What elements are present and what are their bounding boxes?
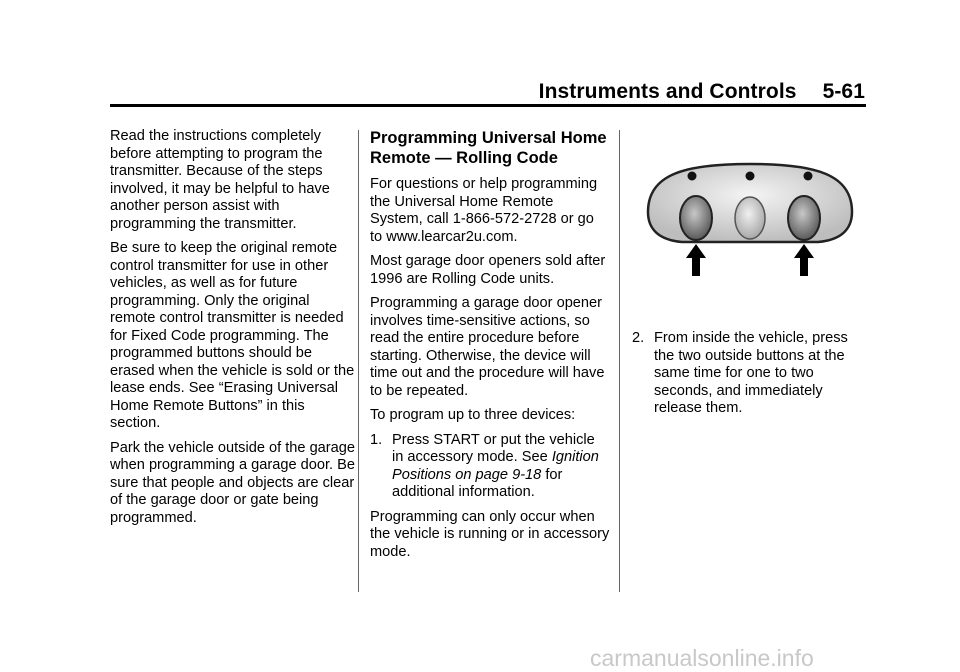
watermark: carmanualsonline.info [590,645,814,671]
universal-home-remote-buttons-icon [640,160,860,278]
paragraph: Most garage door openers sold after 1996 are Rolling Code units. [370,253,606,287]
column-divider [619,130,620,592]
paragraph: For questions or help programming the Universal Home Remote System, call 1-866-572-2728 or go to www.learcar2u.com. [370,176,598,245]
section-heading: Programming Universal Home Remote — Rolling Code [370,129,607,167]
step-text: From inside the vehicle, press the two outside buttons at the same time for one to two seconds, and immediately release them. [654,330,848,416]
page-header [539,80,865,104]
right-button-icon [788,196,820,240]
indicator-light-icon [804,172,813,181]
paragraph: Programming a garage door opener involves time-sensitive actions, so read the entire procedure before starting. Otherwise, the device will time out and the procedure will have to be repeated. [370,295,605,399]
column-3 [632,330,862,418]
paragraph: Park the vehicle outside of the garage when programming a garage door. Be sure that people and objects are clear of the garage door or gate being programmed. [110,439,356,526]
paragraph: To program up to three devices: [370,407,576,423]
step-text: for additional information. [392,466,563,500]
column-divider [358,130,359,592]
step-number: 1. [370,431,383,448]
arrow-up-icon [686,244,706,276]
indicator-light-icon [746,172,755,181]
arrow-up-icon [794,244,814,276]
left-button-icon [680,196,712,240]
page-number: 5-61 [822,80,865,103]
column-1 [110,128,355,534]
step-1 [370,432,610,502]
column-2 [370,128,610,568]
cross-reference-link[interactable]: Ignition Positions on page 9-18 [392,449,599,483]
step-number: 2. [632,330,645,346]
step-text: Press START or put the vehicle in accessory mode. See [392,431,595,465]
header-rule [110,104,866,107]
paragraph: Read the instructions completely before attempting to program the transmitter. Because of the steps involved, it may be helpful to have another person assist with programming the transmitter. [110,128,330,232]
paragraph: Be sure to keep the original remote control transmitter for use in other vehicles, as well as for future programming. Only the original remote control transmitter is needed for Fixed Code programming. The programmed buttons should be erased when the vehicle is sold or the lease ends. See “Erasing Universal Home Remote Buttons” in this section. [110,240,355,431]
center-button-icon [735,197,765,239]
section-title: Instruments and Controls [538,80,797,103]
step-2 [632,330,862,418]
indicator-light-icon [688,172,697,181]
step-note: Programming can only occur when the vehicle is running or in accessory mode. [370,508,610,560]
